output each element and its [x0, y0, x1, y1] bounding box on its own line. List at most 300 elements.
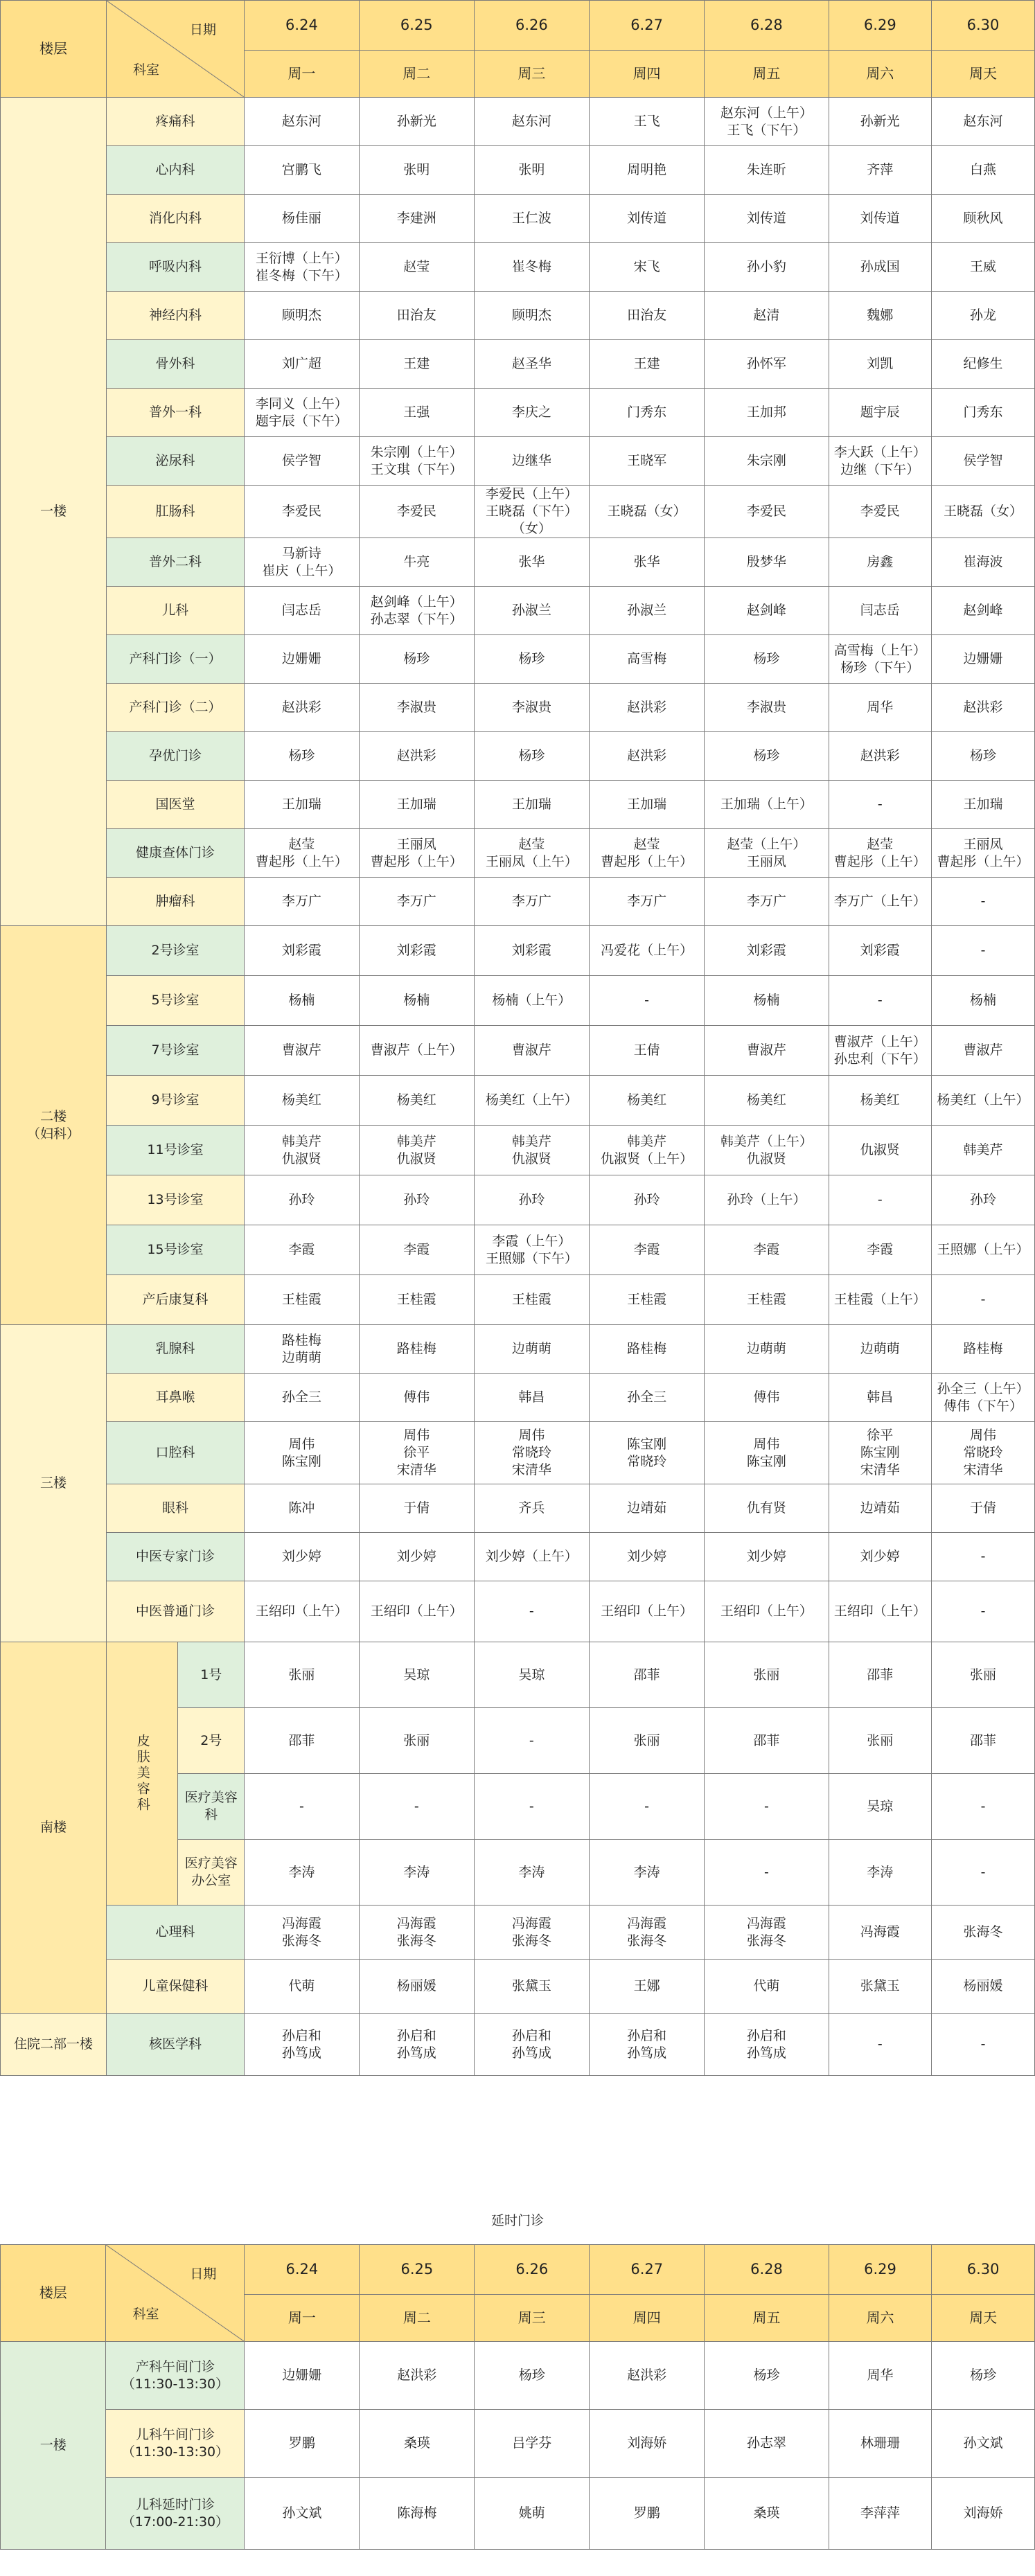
duty-cell: 韩美芹	[932, 1126, 1035, 1175]
duty-cell: 冯海霞	[829, 1906, 932, 1960]
duty-cell: 孙玲	[932, 1175, 1035, 1225]
floor-label: 住院二部一楼	[1, 2014, 107, 2076]
dept-name: 国医堂	[107, 781, 245, 829]
dept-axis-label: 科室	[132, 2307, 159, 2322]
duty-cell: 杨珍	[932, 732, 1035, 781]
duty-cell: 李万广	[359, 878, 474, 926]
duty-cell: -	[932, 1581, 1035, 1642]
duty-cell: 门秀东	[589, 389, 704, 437]
duty-cell: 张黛玉	[474, 1960, 589, 2014]
duty-cell: 杨珍	[474, 732, 589, 781]
floor-header: 楼层	[1, 2245, 106, 2342]
duty-cell: 李爱民	[245, 486, 360, 538]
duty-cell: -	[705, 1840, 829, 1906]
duty-cell: 韩美芹 仇淑贤	[245, 1126, 360, 1175]
duty-cell: 冯海霞 张海冬	[474, 1906, 589, 1960]
duty-cell: 张丽	[589, 1708, 704, 1774]
duty-cell: 孙志翠	[705, 2410, 829, 2478]
dept-name: 核医学科	[107, 2014, 245, 2076]
duty-cell: 赵莹	[359, 243, 474, 292]
schedule-row	[1, 732, 1035, 781]
duty-cell: 杨丽媛	[359, 1960, 474, 2014]
duty-cell: 李万广	[705, 878, 829, 926]
weekday-cell: 周六	[829, 2295, 932, 2342]
duty-cell: 孙文斌	[932, 2410, 1035, 2478]
date-cell: 6.26	[474, 1, 589, 51]
duty-cell: 李萍萍	[829, 2478, 932, 2550]
schedule-row	[1, 1906, 1035, 1960]
duty-cell: 刘传道	[705, 195, 829, 243]
weekday-cell: 周四	[590, 2295, 705, 2342]
duty-cell: 路桂梅	[589, 1325, 704, 1374]
duty-cell: -	[829, 976, 932, 1026]
duty-cell: 边萌萌	[474, 1325, 589, 1374]
duty-cell: 李大跃（上午） 边继（下午）	[829, 437, 932, 486]
duty-cell: 赵东河	[932, 98, 1035, 146]
floor-label: 三楼	[1, 1325, 107, 1642]
duty-cell: 周华	[829, 2342, 932, 2410]
date-cell: 6.29	[829, 2245, 932, 2295]
duty-cell: 刘传道	[829, 195, 932, 243]
extended-clinic-table	[0, 2244, 1035, 2550]
extended-clinic-row	[1, 2410, 1035, 2478]
duty-cell: 赵洪彩	[245, 684, 360, 732]
duty-cell: 朱连昕	[705, 146, 829, 195]
dept-name: 中医普通门诊	[107, 1581, 245, 1642]
dept-name: 心理科	[107, 1906, 245, 1960]
date-axis-label: 日期	[189, 22, 216, 37]
duty-cell: 于倩	[359, 1484, 474, 1533]
schedule-row	[1, 587, 1035, 635]
schedule-row	[1, 1484, 1035, 1533]
duty-cell: 邵菲	[245, 1708, 360, 1774]
duty-cell: 牛亮	[359, 538, 474, 587]
dept-name: 乳腺科	[107, 1325, 245, 1374]
dept-name: 普外二科	[107, 538, 245, 587]
duty-cell: 周华	[829, 684, 932, 732]
duty-cell: 曹淑芹（上午） 孙忠利（下午）	[829, 1026, 932, 1076]
duty-cell: 房鑫	[829, 538, 932, 587]
dept-name: 泌尿科	[107, 437, 245, 486]
duty-cell: 王加瑞	[474, 781, 589, 829]
extended-clinic-title: 延时门诊	[490, 2213, 544, 2228]
duty-cell: 王加瑞	[359, 781, 474, 829]
schedule-row	[1, 486, 1035, 538]
date-cell: 6.27	[589, 1, 704, 51]
schedule-row	[1, 926, 1035, 976]
dept-name: 疼痛科	[107, 98, 245, 146]
schedule-row	[1, 684, 1035, 732]
schedule-row	[1, 1325, 1035, 1374]
duty-cell: 孙新光	[829, 98, 932, 146]
duty-cell: -	[932, 1533, 1035, 1581]
duty-cell: 赵莹 王丽凤（上午）	[474, 829, 589, 878]
duty-cell: 赵圣华	[474, 340, 589, 389]
duty-cell: 姚萌	[475, 2478, 590, 2550]
duty-cell: 杨美红	[829, 1076, 932, 1126]
duty-cell: 赵莹 曹起彤（上午）	[829, 829, 932, 878]
duty-cell: 李霞	[589, 1225, 704, 1275]
duty-cell: 王绍印（上午）	[829, 1581, 932, 1642]
dept-name: 眼科	[107, 1484, 245, 1533]
duty-cell: 王绍印（上午）	[705, 1581, 829, 1642]
schedule-row	[1, 1374, 1035, 1422]
duty-cell: 李涛	[245, 1840, 360, 1906]
duty-cell: 张明	[474, 146, 589, 195]
weekday-cell: 周一	[245, 51, 360, 98]
date-cell: 6.28	[705, 1, 829, 51]
duty-cell: 杨珍	[705, 732, 829, 781]
duty-cell: 路桂梅 边萌萌	[245, 1325, 360, 1374]
duty-cell: 杨美红	[359, 1076, 474, 1126]
duty-cell: 赵莹 曹起彤（上午）	[245, 829, 360, 878]
duty-cell: -	[829, 1175, 932, 1225]
duty-cell: 赵洪彩	[359, 732, 474, 781]
dept-axis-label: 科室	[133, 62, 160, 78]
date-cell: 6.29	[829, 1, 932, 51]
duty-cell: 刘少婷	[705, 1533, 829, 1581]
weekday-cell: 周三	[475, 2295, 590, 2342]
duty-cell: 赵东河（上午） 王飞（下午）	[705, 98, 829, 146]
duty-cell: 李涛	[589, 1840, 704, 1906]
dept-name: 5号诊室	[107, 976, 245, 1026]
duty-cell: 赵莹（上午） 王丽凤	[705, 829, 829, 878]
schedule-row	[1, 1076, 1035, 1126]
duty-cell: 李万广（上午）	[829, 878, 932, 926]
duty-cell: 曹淑芹	[474, 1026, 589, 1076]
duty-cell: 张黛玉	[829, 1960, 932, 2014]
duty-cell: 李霞	[245, 1225, 360, 1275]
duty-cell: 王仁波	[474, 195, 589, 243]
dept-name: 产科午间门诊 （11:30-13:30）	[106, 2342, 245, 2410]
duty-cell: 赵莹 曹起彤（上午）	[589, 829, 704, 878]
duty-cell: -	[932, 1275, 1035, 1325]
duty-cell: 王桂霞	[705, 1275, 829, 1325]
schedule-row	[1, 98, 1035, 146]
duty-cell: 孙启和 孙笃成	[589, 2014, 704, 2076]
duty-cell: 于倩	[932, 1484, 1035, 1533]
duty-cell: 王娜	[589, 1960, 704, 2014]
schedule-row	[1, 1960, 1035, 2014]
duty-cell: 王桂霞	[245, 1275, 360, 1325]
schedule-row	[1, 1275, 1035, 1325]
duty-cell: 王桂霞	[474, 1275, 589, 1325]
duty-cell: 孙龙	[932, 292, 1035, 340]
date-cell: 6.27	[590, 2245, 705, 2295]
floor-label: 南楼	[1, 1642, 107, 2014]
schedule-row	[1, 1422, 1035, 1484]
duty-cell: 李淑贵	[359, 684, 474, 732]
dept-name: 医疗美容 办公室	[178, 1840, 245, 1906]
duty-cell: 孙启和 孙笃成	[705, 2014, 829, 2076]
duty-cell: 白燕	[932, 146, 1035, 195]
duty-cell: 边靖茹	[589, 1484, 704, 1533]
duty-cell: 刘彩霞	[705, 926, 829, 976]
schedule-row	[1, 389, 1035, 437]
weekday-cell: 周天	[932, 51, 1035, 98]
duty-cell: 邵菲	[705, 1708, 829, 1774]
dept-name: 呼吸内科	[107, 243, 245, 292]
dept-name: 1号	[178, 1642, 245, 1708]
duty-cell: 王桂霞	[589, 1275, 704, 1325]
duty-cell: 李建洲	[359, 195, 474, 243]
duty-cell: 李爱民	[359, 486, 474, 538]
duty-cell: 王加瑞（上午）	[705, 781, 829, 829]
duty-cell: 杨楠	[245, 976, 360, 1026]
duty-cell: 李爱民	[705, 486, 829, 538]
duty-cell: 孙玲	[245, 1175, 360, 1225]
duty-cell: -	[932, 1774, 1035, 1840]
duty-cell: 边继华	[474, 437, 589, 486]
duty-cell: 孙启和 孙笃成	[474, 2014, 589, 2076]
weekday-cell: 周三	[474, 51, 589, 98]
duty-cell: 高雪梅	[589, 635, 704, 684]
duty-cell: 赵东河	[474, 98, 589, 146]
duty-cell: 路桂梅	[932, 1325, 1035, 1374]
duty-cell: 王加瑞	[245, 781, 360, 829]
duty-cell: 闫志岳	[829, 587, 932, 635]
dept-name: 口腔科	[107, 1422, 245, 1484]
schedule-row	[1, 976, 1035, 1026]
duty-cell: 刘少婷	[359, 1533, 474, 1581]
duty-cell: 刘少婷	[245, 1533, 360, 1581]
duty-cell: 赵剑峰（上午） 孙志翠（下午）	[359, 587, 474, 635]
duty-cell: 张丽	[705, 1642, 829, 1708]
dept-name: 2号	[178, 1708, 245, 1774]
duty-cell: 代萌	[245, 1960, 360, 2014]
duty-cell: 孙新光	[359, 98, 474, 146]
schedule-row	[1, 243, 1035, 292]
duty-cell: 崔冬梅	[474, 243, 589, 292]
duty-cell: 孙玲（上午）	[705, 1175, 829, 1225]
duty-cell: -	[474, 1708, 589, 1774]
schedule-row	[1, 1642, 1035, 1708]
duty-cell: 刘凯	[829, 340, 932, 389]
duty-cell: 王照娜（上午）	[932, 1225, 1035, 1275]
date-cell: 6.30	[932, 1, 1035, 51]
duty-cell: 杨楠	[359, 976, 474, 1026]
duty-cell: 吴琼	[474, 1642, 589, 1708]
duty-cell: 陈冲	[245, 1484, 360, 1533]
duty-cell: 王加瑞	[589, 781, 704, 829]
duty-cell: 冯海霞 张海冬	[359, 1906, 474, 1960]
duty-cell: 王晓磊（女）	[589, 486, 704, 538]
duty-cell: 杨佳丽	[245, 195, 360, 243]
duty-cell: 李同义（上午） 题宇辰（下午）	[245, 389, 360, 437]
duty-cell: 崔海波	[932, 538, 1035, 587]
duty-cell: 朱宗刚	[705, 437, 829, 486]
duty-cell: -	[829, 781, 932, 829]
duty-cell: 李万广	[589, 878, 704, 926]
duty-cell: 杨珍	[245, 732, 360, 781]
duty-cell: 孙玲	[359, 1175, 474, 1225]
duty-cell: 赵洪彩	[829, 732, 932, 781]
duty-cell: 赵洪彩	[360, 2342, 475, 2410]
schedule-row	[1, 1225, 1035, 1275]
dept-name: 肿瘤科	[107, 878, 245, 926]
duty-cell: 周伟 陈宝刚	[705, 1422, 829, 1484]
duty-cell: 田治友	[359, 292, 474, 340]
duty-cell: 曹淑芹	[705, 1026, 829, 1076]
dept-name: 医疗美容科	[178, 1774, 245, 1840]
duty-cell: 刘传道	[589, 195, 704, 243]
dept-name: 儿科延时门诊 （17:00-21:30）	[106, 2478, 245, 2550]
floor-label: 二楼 （妇科）	[1, 926, 107, 1325]
duty-cell: 魏娜	[829, 292, 932, 340]
duty-cell: 顾明杰	[474, 292, 589, 340]
schedule-row	[1, 1581, 1035, 1642]
duty-cell: 张华	[589, 538, 704, 587]
duty-cell: 杨美红（上午）	[932, 1076, 1035, 1126]
duty-cell: 韩美芹（上午） 仇淑贤	[705, 1126, 829, 1175]
duty-cell: 王丽凤 曹起彤（上午）	[359, 829, 474, 878]
duty-cell: 王绍印（上午）	[245, 1581, 360, 1642]
dept-name: 心内科	[107, 146, 245, 195]
schedule-row	[1, 2014, 1035, 2076]
dept-name: 孕优门诊	[107, 732, 245, 781]
duty-cell: 纪修生	[932, 340, 1035, 389]
duty-cell: 杨楠	[705, 976, 829, 1026]
duty-cell: 冯海霞 张海冬	[589, 1906, 704, 1960]
schedule-row	[1, 829, 1035, 878]
dept-name: 产后康复科	[107, 1275, 245, 1325]
floor-header: 楼层	[1, 1, 107, 98]
duty-cell: 闫志岳	[245, 587, 360, 635]
schedule-row	[1, 781, 1035, 829]
duty-cell: 杨珍	[705, 2342, 829, 2410]
duty-cell: 李淑贵	[705, 684, 829, 732]
date-header-row	[1, 2245, 1035, 2295]
duty-cell: 张丽	[829, 1708, 932, 1774]
dept-name: 骨外科	[107, 340, 245, 389]
duty-cell: 李涛	[359, 1840, 474, 1906]
duty-cell: 仇有贤	[705, 1484, 829, 1533]
dept-name: 13号诊室	[107, 1175, 245, 1225]
duty-cell: 边姗姗	[245, 635, 360, 684]
duty-cell: 邵菲	[589, 1642, 704, 1708]
duty-cell: -	[829, 2014, 932, 2076]
duty-cell: 高雪梅（上午） 杨珍（下午）	[829, 635, 932, 684]
duty-cell: 孙淑兰	[589, 587, 704, 635]
duty-cell: 杨美红	[589, 1076, 704, 1126]
duty-cell: 赵洪彩	[589, 732, 704, 781]
duty-cell: 朱宗刚（上午） 王文琪（下午）	[359, 437, 474, 486]
duty-cell: 李爱民	[829, 486, 932, 538]
duty-cell: 李庆之	[474, 389, 589, 437]
header-corner	[106, 2245, 245, 2342]
duty-cell: 孙启和 孙笃成	[245, 2014, 360, 2076]
duty-cell: 代萌	[705, 1960, 829, 2014]
floor-label: 一楼	[1, 98, 107, 926]
weekday-cell: 周一	[245, 2295, 360, 2342]
date-cell: 6.28	[705, 2245, 829, 2295]
dept-name: 儿科	[107, 587, 245, 635]
duty-cell: 李涛	[829, 1840, 932, 1906]
duty-cell: 张丽	[245, 1642, 360, 1708]
duty-cell: 韩昌	[474, 1374, 589, 1422]
dept-name: 中医专家门诊	[107, 1533, 245, 1581]
date-cell: 6.30	[932, 2245, 1035, 2295]
duty-cell: 孙启和 孙笃成	[359, 2014, 474, 2076]
duty-cell: 仇淑贤	[829, 1126, 932, 1175]
duty-cell: 刘彩霞	[474, 926, 589, 976]
schedule-row	[1, 1533, 1035, 1581]
duty-cell: 刘少婷（上午）	[474, 1533, 589, 1581]
duty-cell: 杨楠（上午）	[474, 976, 589, 1026]
duty-cell: 韩美芹 仇淑贤	[474, 1126, 589, 1175]
dept-name: 7号诊室	[107, 1026, 245, 1076]
duty-cell: 孙小豹	[705, 243, 829, 292]
duty-cell: 韩昌	[829, 1374, 932, 1422]
duty-cell: 刘彩霞	[359, 926, 474, 976]
duty-cell: 孙成国	[829, 243, 932, 292]
duty-cell: 边姗姗	[245, 2342, 360, 2410]
dept-name: 产科门诊（二）	[107, 684, 245, 732]
duty-cell: 王加瑞	[932, 781, 1035, 829]
duty-cell: 王倩	[589, 1026, 704, 1076]
duty-cell: 陈海梅	[360, 2478, 475, 2550]
duty-cell: 刘彩霞	[829, 926, 932, 976]
duty-cell: 刘彩霞	[245, 926, 360, 976]
schedule-row	[1, 437, 1035, 486]
date-cell: 6.24	[245, 1, 360, 51]
dept-name: 儿童保健科	[107, 1960, 245, 2014]
duty-cell: 齐兵	[474, 1484, 589, 1533]
duty-cell: -	[705, 1774, 829, 1840]
dept-name: 11号诊室	[107, 1126, 245, 1175]
date-cell: 6.26	[475, 2245, 590, 2295]
duty-cell: 杨珍	[705, 635, 829, 684]
dept-name: 普外一科	[107, 389, 245, 437]
duty-cell: -	[932, 2014, 1035, 2076]
dept-name: 耳鼻喉	[107, 1374, 245, 1422]
duty-cell: 张丽	[359, 1708, 474, 1774]
duty-cell: 刘少婷	[589, 1533, 704, 1581]
dermatology-group-label	[107, 1642, 178, 1906]
duty-cell: 孙玲	[589, 1175, 704, 1225]
weekday-cell: 周五	[705, 51, 829, 98]
duty-cell: 邵菲	[932, 1708, 1035, 1774]
duty-cell: 王绍印（上午）	[589, 1581, 704, 1642]
duty-cell: 杨美红（上午）	[474, 1076, 589, 1126]
duty-cell: 韩美芹 仇淑贤	[359, 1126, 474, 1175]
duty-cell: 杨珍	[359, 635, 474, 684]
duty-cell: 杨美红	[705, 1076, 829, 1126]
duty-cell: 曹淑芹	[245, 1026, 360, 1076]
duty-cell: 边姗姗	[932, 635, 1035, 684]
duty-cell: -	[474, 1774, 589, 1840]
duty-cell: 周伟 徐平 宋清华	[359, 1422, 474, 1484]
duty-cell: -	[589, 1774, 704, 1840]
duty-cell: 赵洪彩	[590, 2342, 705, 2410]
duty-cell: 杨珍	[474, 635, 589, 684]
dept-name: 儿科午间门诊 （11:30-13:30）	[106, 2410, 245, 2478]
duty-cell: -	[932, 1840, 1035, 1906]
duty-cell: 曹淑芹（上午）	[359, 1026, 474, 1076]
duty-cell: -	[589, 976, 704, 1026]
duty-cell: 宫鹏飞	[245, 146, 360, 195]
duty-cell: 周明艳	[589, 146, 704, 195]
date-axis-label: 日期	[190, 2266, 217, 2282]
duty-cell: -	[932, 926, 1035, 976]
duty-cell: 张海冬	[932, 1906, 1035, 1960]
duty-cell: 刘广超	[245, 340, 360, 389]
duty-cell: 门秀东	[932, 389, 1035, 437]
duty-cell: 杨楠	[932, 976, 1035, 1026]
duty-cell: 赵剑峰	[932, 587, 1035, 635]
duty-cell: 韩美芹 仇淑贤（上午）	[589, 1126, 704, 1175]
duty-cell: 周伟 常晓玲 宋清华	[474, 1422, 589, 1484]
